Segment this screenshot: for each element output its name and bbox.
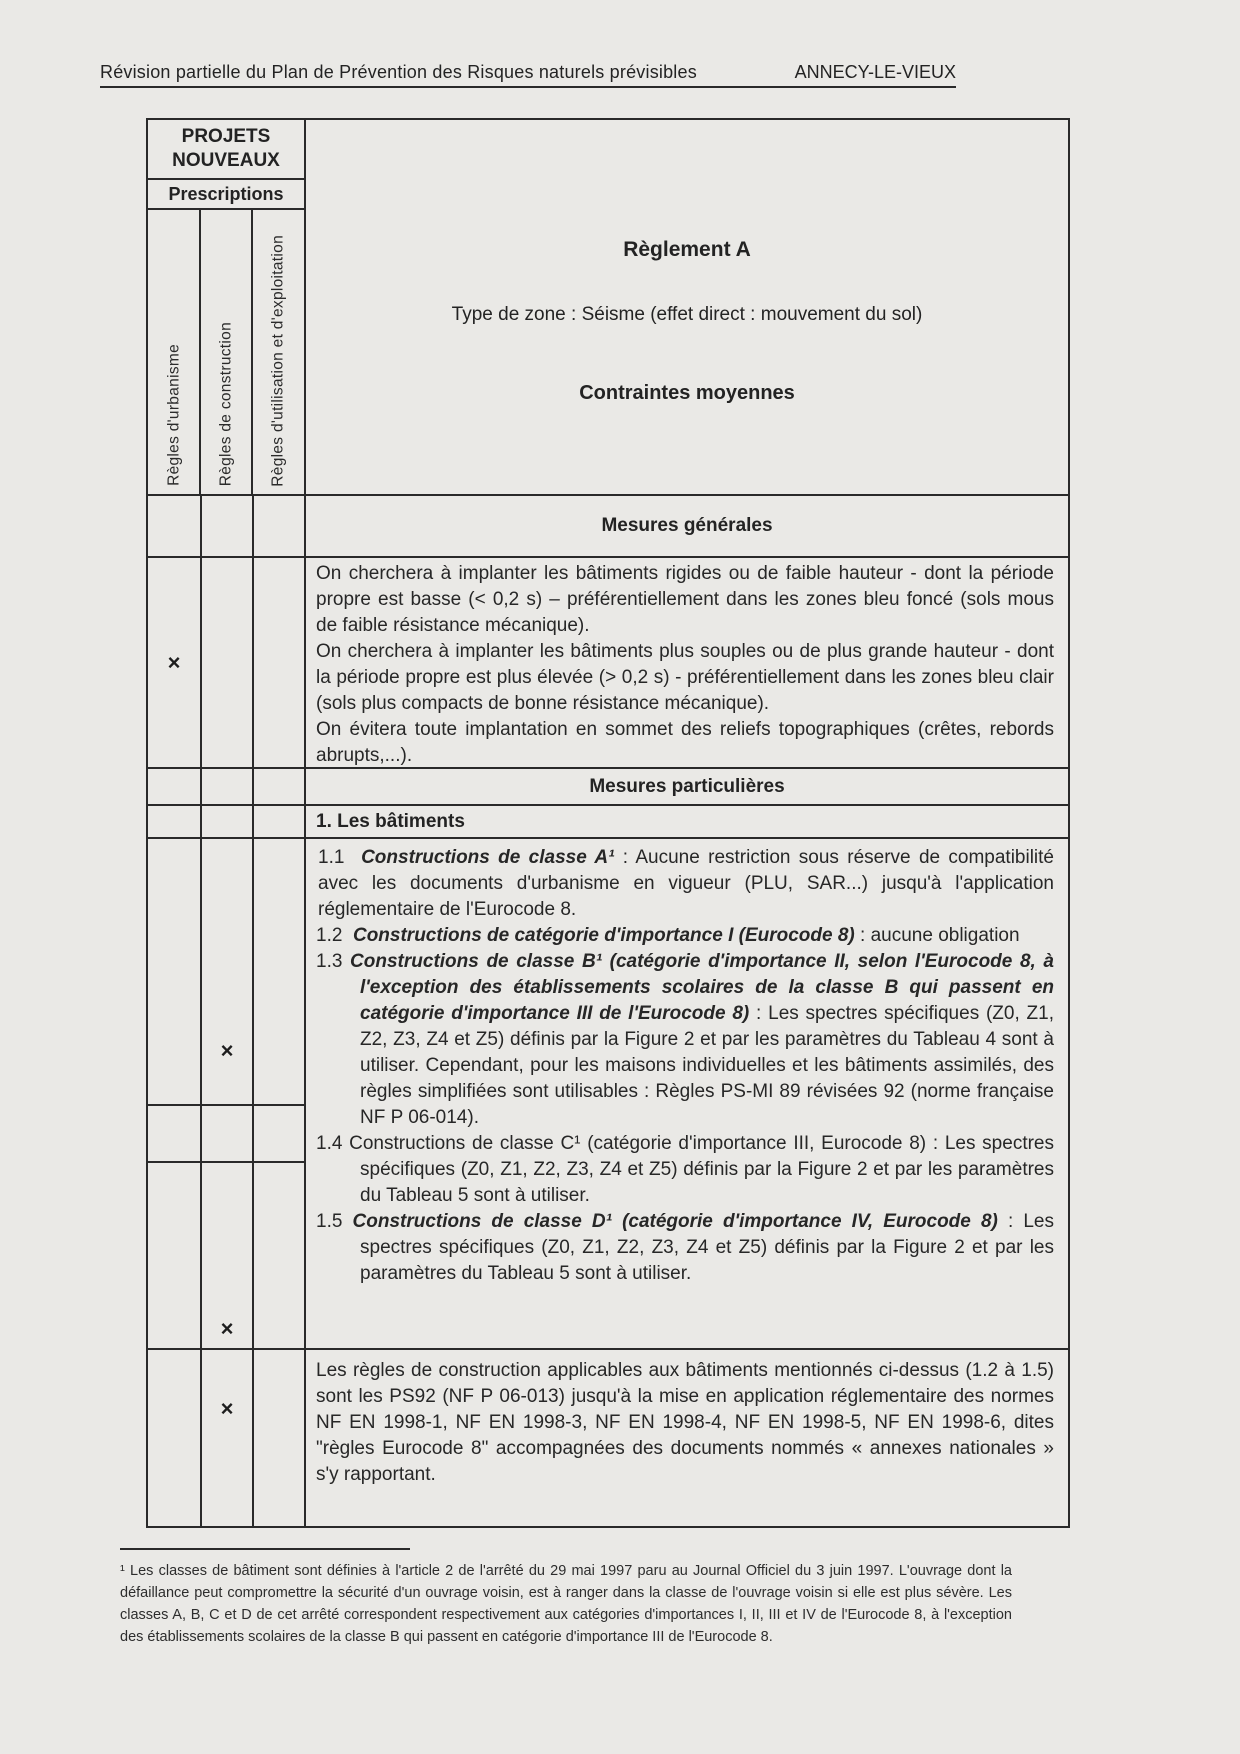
subcell-with-mark bbox=[202, 1163, 252, 1348]
subcell bbox=[148, 839, 200, 1106]
prescriptions-header: Prescriptions bbox=[148, 180, 304, 210]
footnote-divider bbox=[120, 1548, 410, 1550]
cell-utilisation-empty bbox=[254, 839, 306, 1348]
particular-measures-header-row bbox=[148, 767, 1068, 804]
commune-name: ANNECY-LE-VIEUX bbox=[794, 62, 956, 82]
separator: : bbox=[854, 925, 871, 947]
cell-construction-empty bbox=[202, 558, 254, 767]
subcell bbox=[254, 1163, 304, 1348]
cell-utilisation-empty bbox=[254, 558, 306, 767]
separator: : bbox=[749, 1003, 769, 1025]
utilisation-subcells bbox=[254, 839, 304, 1348]
regulation-table bbox=[146, 118, 1070, 1528]
section-body: Les spectres spécifiques (Z0, Z1, Z2, Z3, Z4 et Z5) définis par la Figure 2 et par les paramètres du Tableau 5 sont à utiliser. bbox=[360, 1133, 1054, 1207]
cell-utilisation-empty bbox=[254, 769, 306, 804]
urbanisme-subcells bbox=[148, 839, 200, 1348]
section-title: Constructions de classe B¹ (catégorie d'importance II, selon l'Eurocode 8, à l'exception des établissements scolaires de la classe B qui passent en catégorie d'importance III de l'Eurocode 8) bbox=[350, 951, 1054, 1025]
section-number: 1.1 bbox=[318, 847, 345, 869]
general-measures-header-row bbox=[148, 494, 1068, 556]
checkmark-cell-construction bbox=[202, 839, 254, 1348]
table-header-row bbox=[148, 120, 1068, 494]
section-title: Constructions de classe A¹ bbox=[361, 847, 615, 869]
x-mark: × bbox=[167, 649, 181, 675]
subcell bbox=[148, 1163, 200, 1348]
separator: : bbox=[614, 847, 636, 869]
particular-measures-title: Mesures particulières bbox=[589, 775, 785, 797]
section-title: Constructions de classe D¹ (catégorie d'importance IV, Eurocode 8) bbox=[352, 1211, 998, 1233]
rule-columns bbox=[148, 210, 304, 494]
column-label: Règles de construction bbox=[217, 322, 235, 487]
cell-utilisation-empty bbox=[254, 496, 306, 556]
regulation-name: Règlement A bbox=[623, 238, 751, 261]
buildings-section-title: 1. Les bâtiments bbox=[316, 810, 465, 832]
cell-utilisation-empty bbox=[254, 806, 306, 837]
x-mark: × bbox=[220, 1396, 234, 1422]
construction-subcells bbox=[202, 839, 252, 1348]
section-body: Aucune restriction sous réserve de compatibilité avec les documents d'urbanisme en vigueur (PLU, SAR...) jusqu'à l'application réglementaire de l'Eurocode 8. bbox=[318, 847, 1055, 921]
cell-urbanisme-empty bbox=[148, 1350, 202, 1526]
column-label: Règles d'utilisation et d'exploitation bbox=[269, 234, 287, 487]
cell-construction-empty bbox=[202, 769, 254, 804]
buildings-header-row bbox=[148, 804, 1068, 837]
subcell bbox=[202, 1106, 252, 1163]
section-number: 1.3 bbox=[316, 951, 343, 973]
cell-urbanisme-empty bbox=[148, 839, 202, 1348]
general-measures-row bbox=[148, 556, 1068, 767]
cell-construction-empty bbox=[202, 806, 254, 837]
subcell-with-mark bbox=[202, 839, 252, 1106]
x-mark: × bbox=[220, 1038, 234, 1064]
section-1-5 bbox=[316, 1209, 1054, 1287]
section-title: Constructions de catégorie d'importance I (Eurocode 8) bbox=[352, 925, 855, 947]
zone-type: Type de zone : Séisme (effet direct : mouvement du sol) bbox=[451, 304, 923, 325]
column-regles-urbanisme bbox=[148, 210, 201, 494]
section-1-4 bbox=[316, 1131, 1054, 1209]
section-number: 1.2 bbox=[316, 925, 343, 947]
section-number: 1.5 bbox=[316, 1211, 343, 1233]
subcell bbox=[254, 839, 304, 1106]
general-measures-title: Mesures générales bbox=[601, 515, 773, 537]
cell-utilisation-empty bbox=[254, 1350, 306, 1526]
paragraph: On évitera toute implantation en sommet des reliefs topographiques (crêtes, rebords abrupts,...). bbox=[316, 719, 1054, 767]
cell-urbanisme-empty bbox=[148, 496, 202, 556]
section-1-3 bbox=[316, 949, 1054, 1131]
section-body: aucune obligation bbox=[870, 925, 1020, 947]
checkmark-cell-urbanisme bbox=[148, 558, 202, 767]
paragraph: On cherchera à implanter les bâtiments plus souples ou de plus grande hauteur - dont la période propre est plus élevée (> 0,2 s) - préférentiellement dans les zones bleu clair (sols plus compacts de bonne résistance mécanique). bbox=[316, 641, 1054, 715]
building-classes-text bbox=[306, 839, 1068, 1348]
section-1-1 bbox=[316, 845, 1054, 923]
general-measures-text bbox=[306, 558, 1068, 767]
projets-nouveaux-header: PROJETS NOUVEAUX bbox=[148, 120, 304, 180]
section-body: Les spectres spécifiques (Z0, Z1, Z2, Z3, Z4 et Z5) définis par la Figure 2 et par les paramètres du Tableau 4 sont à utiliser. Cependant, pour les maisons individuelles et les bâtiments assimilés, des règles simplifiées sont utilisables : Règles PS-MI 89 révisées 92 (norme française NF P 06-014). bbox=[360, 1003, 1054, 1129]
separator: : bbox=[926, 1133, 945, 1155]
column-regles-utilisation bbox=[253, 210, 304, 494]
cell-urbanisme-empty bbox=[148, 769, 202, 804]
prescriptions-column-group bbox=[148, 120, 306, 494]
building-classes-row bbox=[148, 837, 1068, 1348]
checkmark-cell-construction bbox=[202, 1350, 254, 1526]
cell-construction-empty bbox=[202, 496, 254, 556]
column-label: Règles d'urbanisme bbox=[164, 344, 182, 487]
section-number: 1.4 bbox=[316, 1133, 343, 1155]
x-mark: × bbox=[220, 1316, 234, 1342]
subcell bbox=[254, 1106, 304, 1163]
document-title: Révision partielle du Plan de Prévention des Risques naturels prévisibles bbox=[100, 62, 697, 82]
regulation-title-block bbox=[306, 120, 1068, 494]
construction-rules-row bbox=[148, 1348, 1068, 1526]
subcell bbox=[148, 1106, 200, 1163]
column-regles-construction bbox=[201, 210, 252, 494]
footnote-text: ¹ Les classes de bâtiment sont définies à l'article 2 de l'arrêté du 29 mai 1997 paru au Journal Officiel du 3 juin 1997. L'ouvrage dont la défaillance peut compromettre la sécurité d'un ouvrage voisin, est à ranger dans la classe de l'ouvrage voisin si elle est plus sévère. Les classes A, B, C et D de cet arrêté correspondent respectivement aux catégories d'importances I, II, III et IV de l'Eurocode 8, à l'exception des établissements scolaires de la classe B qui passent en catégorie d'importance III de l'Eurocode 8. bbox=[120, 1563, 1012, 1645]
running-header bbox=[100, 62, 956, 88]
paragraph: Les règles de construction applicables aux bâtiments mentionnés ci-dessus (1.2 à 1.5) sont les PS92 (NF P 06-013) jusqu'à la mise en application réglementaire des normes NF EN 1998-1, NF EN 1998-3, NF EN 1998-4, NF EN 1998-5, NF EN 1998-6, dites "règles Eurocode 8" accompagnées des documents nommés « annexes nationales » s'y rapportant. bbox=[316, 1360, 1054, 1486]
constraint-level: Contraintes moyennes bbox=[579, 382, 795, 404]
paragraph: On cherchera à implanter les bâtiments rigides ou de faible hauteur - dont la période propre est basse (< 0,2 s) – préférentiellement dans les zones bleu foncé (sols mous de faible résistance mécanique). bbox=[316, 563, 1054, 637]
separator: : bbox=[997, 1211, 1024, 1233]
section-body: Les spectres spécifiques (Z0, Z1, Z2, Z3, Z4 et Z5) définis par la Figure 2 et par les paramètres du Tableau 5 sont à utiliser. bbox=[360, 1211, 1054, 1285]
section-title: Constructions de classe C¹ (catégorie d'importance III, Eurocode 8) bbox=[349, 1133, 927, 1155]
construction-rules-text bbox=[306, 1350, 1068, 1526]
section-1-2 bbox=[316, 923, 1054, 949]
cell-urbanisme-empty bbox=[148, 806, 202, 837]
